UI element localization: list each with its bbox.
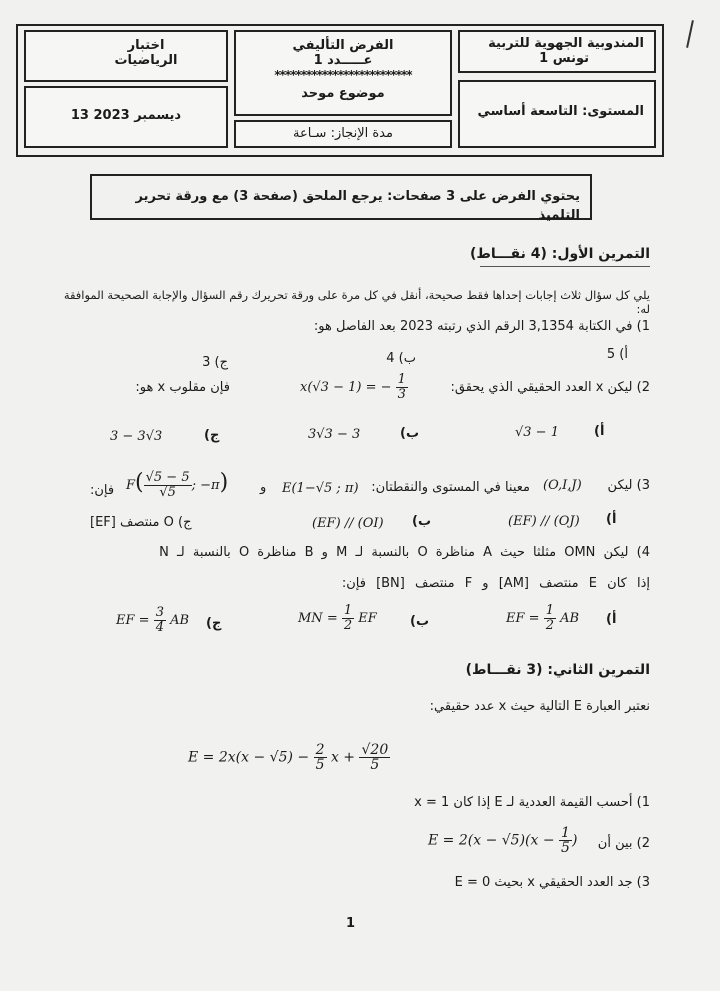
ex1-intro: يلي كل سؤال ثلاث إجابات إحداها فقط صحيحة، أنقل في كل مرة على ورقة تحريرك رقم السؤال والإجابة الصحيحة الموافقة له: — [63, 288, 650, 316]
header-date: 13 ديسمبر 2023 — [70, 108, 182, 123]
ex1-q3-choice-b: (EF) // (OI) — [312, 516, 384, 531]
notice-box — [90, 174, 592, 223]
ex2-q2-lead: 2) بين أن — [597, 836, 650, 851]
ex1-q1-choice-b: ب) 4 — [386, 351, 416, 366]
ex2-q3: 3) جد العدد الحقيقي x بحيث E = 0 — [454, 875, 650, 890]
ex1-q2-a-label: أ) — [594, 424, 605, 439]
ex1-q3-b-label: ب) — [412, 514, 432, 529]
ex1-q1-choice-a: أ) 5 — [606, 347, 628, 362]
header-exam-cell — [234, 30, 452, 116]
ex2-intro: نعتبر العبارة E التالية حيث x عدد حقيقي: — [429, 699, 650, 714]
header-level: المستوى: التاسعة أساسي — [477, 104, 644, 119]
ex1-q3-point-E: E(1−√5 ; π) — [282, 481, 359, 496]
ex1-q1: 1) في الكتابة 3,1354 الرقم الذي رتبته 2023 بعد الفاصل هو: — [313, 319, 650, 334]
ex2-q2-expression: E = 2(x − √5)(x − $\frac{1}{5}$ ) — [428, 825, 578, 856]
ex1-q2-eq-frac: $\frac{1}{3}$ — [397, 372, 406, 402]
ex1-q4-choice-a: EF = $\frac{1}{2}$ AB — [506, 603, 580, 633]
ex1-q3-frame: (O,I,J) — [543, 478, 582, 493]
header-ministry-cell — [458, 30, 656, 73]
ex1-q3-and: و — [260, 480, 267, 495]
ex1-q2-b-label: ب) — [400, 426, 420, 441]
ex1-q3-F-frac: $\frac{√5 - 5}{√5}$ — [145, 470, 190, 500]
header-level-cell — [458, 80, 656, 148]
ex1-q3-choice-a: (EF) // (OJ) — [508, 514, 580, 529]
ex1-q4-line1: 4) ليكن OMN مثلثا حيث A مناظرة O بالنسبة لـ M و B مناظرة O بالنسبة لـ N — [159, 545, 650, 560]
pen-mark — [686, 20, 694, 48]
ex1-q3-a-label: أ) — [606, 512, 617, 527]
header-exam-number: عـــــدد 1 — [313, 53, 373, 68]
ex1-q2-choice-b: 3√3 − 3 — [308, 427, 361, 442]
ex2-title: التمرين الثاني: (3 نقـــاط) — [465, 662, 650, 678]
ex1-q4-a-label: أ) — [606, 612, 617, 627]
ex1-q4-choice-c: EF = $\frac{3}{4}$ AB — [116, 605, 190, 635]
ex1-q3-lead: 3) ليكن — [607, 478, 650, 493]
header-subject-cell — [24, 30, 228, 82]
ex1-q3-choice-c: ج) O منتصف [EF] — [90, 515, 192, 530]
ex1-q4-line2: إذا كان E منتصف [AM] و F منتصف [BN] فإن: — [341, 576, 650, 591]
ex1-q4-c-label: ج) — [206, 616, 222, 631]
header-duration-cell — [234, 120, 452, 148]
ex1-q1-choice-c: ج) 3 — [202, 355, 228, 370]
ex1-q4-choice-b: MN = $\frac{1}{2}$ EF — [298, 603, 377, 633]
ex1-q3-then: فإن: — [90, 483, 115, 498]
page-number: 1 — [346, 916, 356, 931]
header-subject: الرياضيات — [114, 53, 178, 68]
ex1-title-underline — [480, 266, 650, 267]
header-date-cell — [24, 86, 228, 148]
ex1-q3-mid: معينا في المستوى والنقطتان: — [371, 480, 530, 495]
ex1-q2-choice-a: √3 − 1 — [515, 425, 559, 440]
ex1-q2-eq-text: x(√3 − 1) = − — [300, 380, 392, 395]
header-region: تونس 1 — [539, 51, 589, 66]
ex1-title: التمرين الأول: (4 نقـــاط) — [469, 246, 650, 262]
header-duration: مدة الإنجاز: سـاعة — [293, 126, 393, 141]
ex2-q1: 1) أحسب القيمة العددية لـ E إذا كان x = 1 — [414, 795, 650, 810]
header-unified: موضوع موحد — [301, 86, 385, 101]
ex1-q2-lead: 2) ليكن x العدد الحقيقي الذي يحقق: — [450, 380, 650, 395]
notice-text: يحتوي الفرض على 3 صفحات: يرجع الملحق (صفحة 3) مع ورقة تحرير التلميذ — [135, 189, 580, 223]
header-exam-type: الفرض التأليفي — [292, 38, 394, 53]
header-stars: ************************** — [274, 68, 412, 82]
header-subject-label: اختبار — [127, 38, 165, 53]
ex1-q2-c-label: ج) — [204, 428, 220, 443]
ex1-q2-tail: فإن مقلوب x هو: — [135, 380, 230, 395]
ex2-expression: E = 2x(x − √5) − $\frac{2}{5}$ x + $\frac{√20}{5}$ — [188, 742, 389, 773]
ex1-q4-b-label: ب) — [410, 614, 430, 629]
ex1-q2-choice-c: 3 − 3√3 — [110, 429, 163, 444]
ex1-q2-equation — [300, 373, 408, 402]
header-ministry: المندوبية الجهوية للتربية — [488, 36, 644, 51]
ex1-q3-point-F: F( $\frac{√5 - 5}{√5}$ ; −π) — [126, 470, 229, 500]
